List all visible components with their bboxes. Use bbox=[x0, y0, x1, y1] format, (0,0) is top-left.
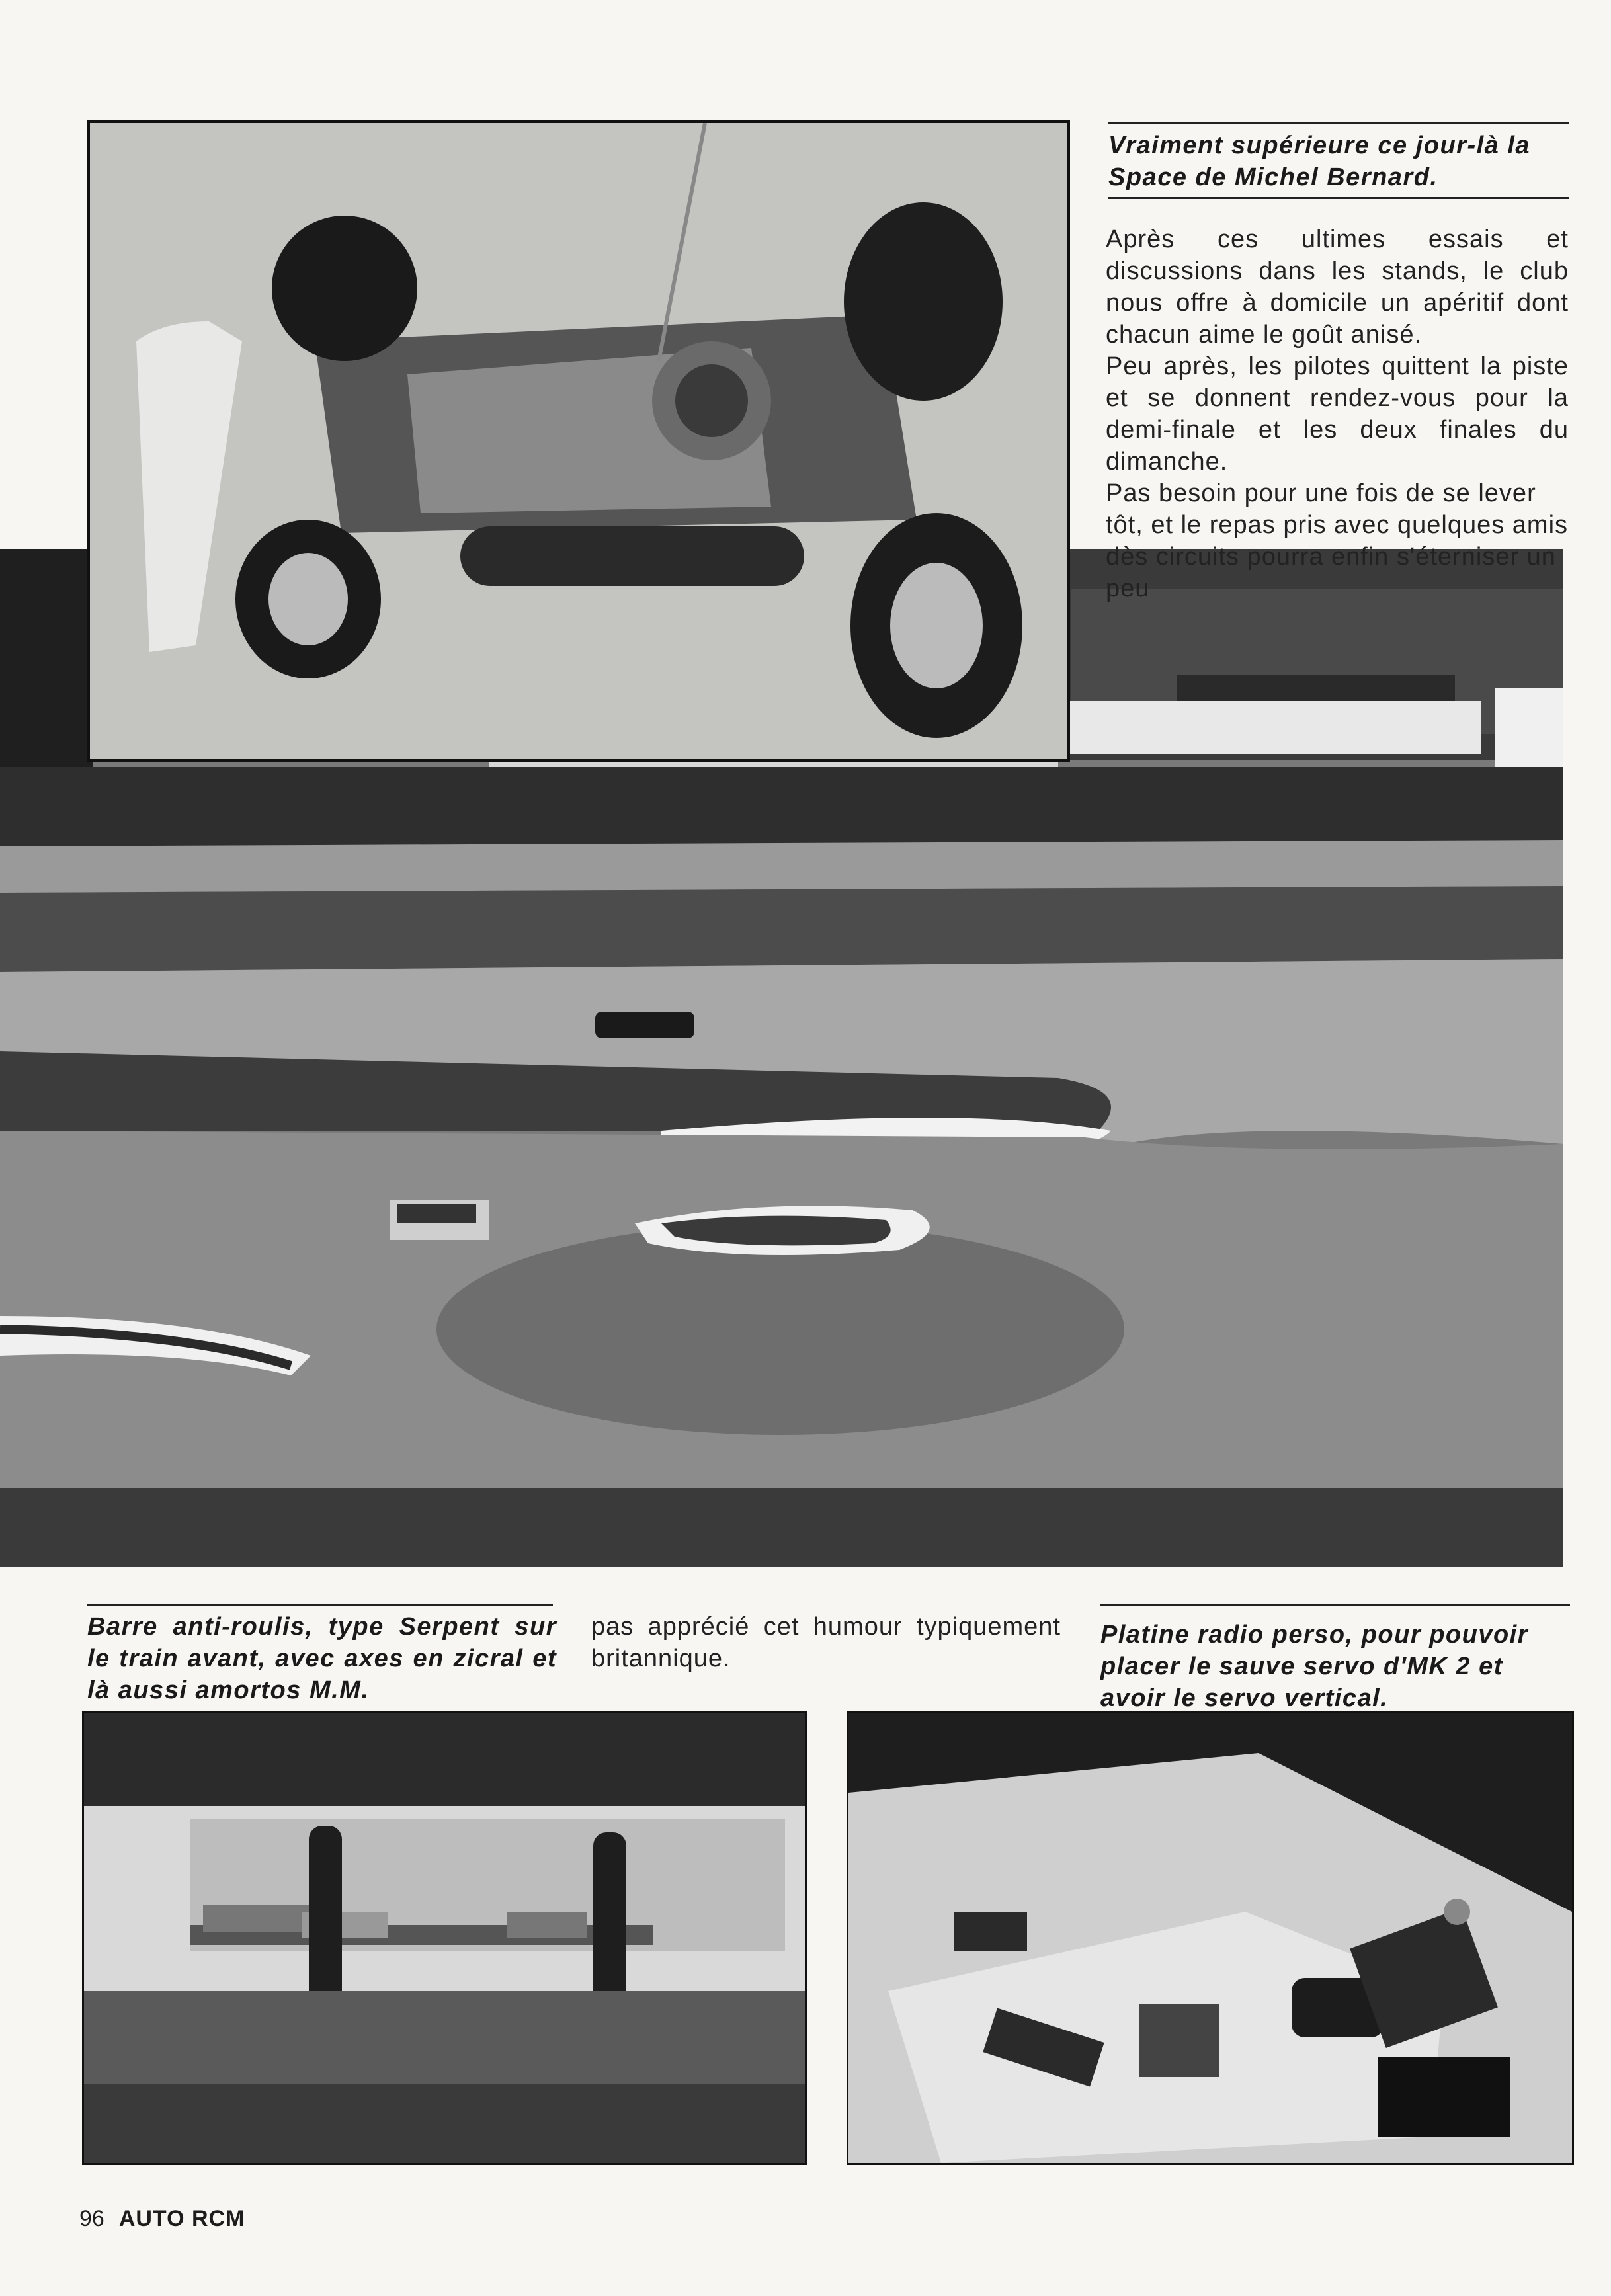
magazine-name: AUTO RCM bbox=[118, 2206, 245, 2231]
car-photo bbox=[87, 120, 1070, 762]
paragraph-3: Pas besoin pour une fois de se lever tôt, et le repas pris avec quelques amis dès circuits pourra enfin s'éterniser un peu bbox=[1106, 479, 1569, 602]
caption-main-car: Vraiment supérieure ce jour-là la Space de Michel Bernard. bbox=[1108, 132, 1531, 191]
caption-rule-radio bbox=[1100, 1604, 1570, 1606]
caption-rule-bottom bbox=[1108, 197, 1569, 199]
article-continuation: pas apprécié cet humour typiquement britannique. bbox=[591, 1613, 1061, 1672]
radio-plate-photo bbox=[847, 1711, 1574, 2165]
anti-roll-photo bbox=[82, 1711, 807, 2165]
article-text bbox=[1106, 224, 1569, 604]
caption-rule-anti-roll bbox=[87, 1604, 553, 1606]
page-number: 96 bbox=[79, 2206, 104, 2231]
caption-rule-top bbox=[1108, 122, 1569, 124]
page-footer bbox=[79, 2206, 245, 2232]
caption-radio-plate: Platine radio perso, pour pouvoir placer le sauve servo d'MK 2 et avoir le servo vertical. bbox=[1100, 1621, 1529, 1712]
caption-anti-roll: Barre anti-roulis, type Serpent sur le train avant, avec axes en zicral et là aussi amortos M.M. bbox=[87, 1613, 557, 1704]
paragraph-2: Peu après, les pilotes quittent la piste et se donnent rendez-vous pour la demi-finale et les deux finales du dimanche. bbox=[1106, 352, 1569, 475]
paragraph-1: Après ces ultimes essais et discussions dans les stands, le club nous offre à domicile un apéritif dont chacun aime le goût anisé. bbox=[1106, 226, 1569, 348]
